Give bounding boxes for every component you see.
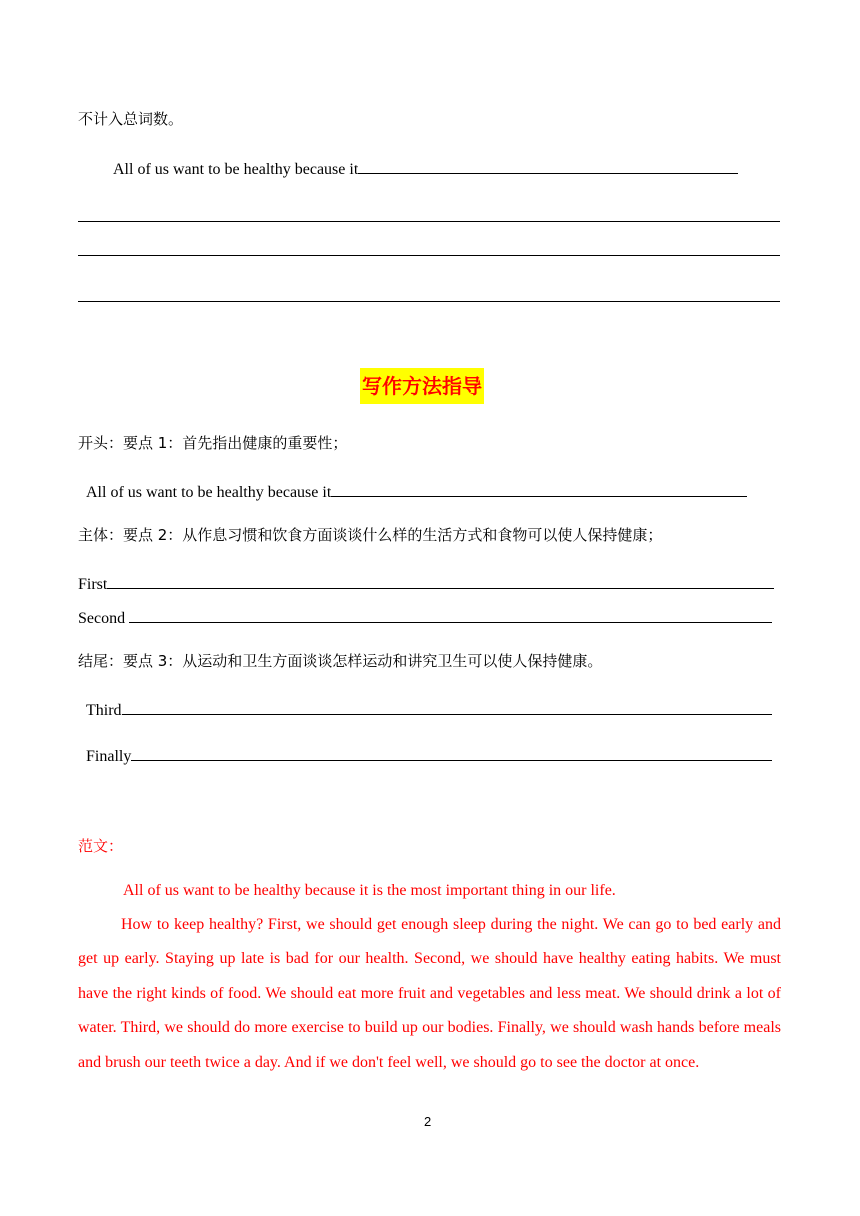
sample-label: 范文： [78,837,124,855]
ending-point: 结尾：要点 3：从运动和卫生方面谈谈怎样运动和讲究卫生可以使人保持健康。 [78,652,603,670]
answer-line-1[interactable] [78,221,780,222]
opening-sentence: All of us want to be healthy because it [86,484,332,501]
guide-heading: 写作方法指导 [360,368,484,404]
third-writing-line[interactable] [86,698,772,721]
answer-blank[interactable] [358,157,738,174]
sample-paragraph-2: How to keep healthy? First, we should get enough sleep during the night. We can go to bed early and get up early. Staying up late is bad for our health. Second, we should have healthy eating habits. We must have the right kinds of food. We should eat more fruit and vegetables and less meat. We should drink a lot of water. Third, we should do more exercise to build up our bodies. Finally, we should wash hands before meals and brush our teeth twice a day. And if we don't feel well, we should go to see the doctor at once. [78,916,781,1071]
sample-paragraph-1: All of us want to be healthy because it is the most important thing in our life. [123,882,616,899]
first-label: First [78,576,108,593]
first-writing-line[interactable] [78,572,774,595]
body-point: 主体：要点 2：从作息习惯和饮食方面谈谈什么样的生活方式和食物可以使人保持健康； [78,526,663,544]
task-opening-text: All of us want to be healthy because it [113,161,359,178]
task-writing-line[interactable] [113,157,738,180]
finally-blank[interactable] [131,744,772,761]
opening-blank[interactable] [331,480,747,497]
finally-label: Finally [86,748,132,765]
opening-writing-line[interactable] [86,480,747,503]
opening-point: 开头：要点 1：首先指出健康的重要性； [78,434,348,452]
finally-writing-line[interactable] [86,744,772,767]
third-blank[interactable] [122,698,772,715]
answer-line-2[interactable] [78,255,780,256]
intro-note: 不计入总词数。 [78,110,184,128]
second-writing-line[interactable] [78,606,772,629]
answer-line-3[interactable] [78,301,780,302]
second-blank[interactable] [129,606,772,623]
second-label: Second [78,610,126,627]
first-blank[interactable] [107,572,774,589]
third-label: Third [86,702,122,719]
page-number: 2 [424,1114,432,1129]
